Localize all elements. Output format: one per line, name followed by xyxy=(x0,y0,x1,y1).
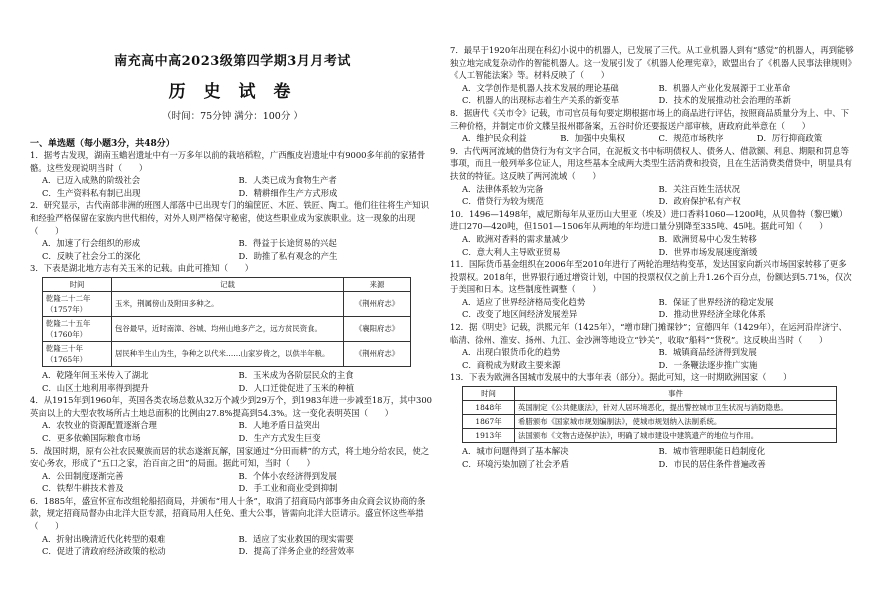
table-header: 来源 xyxy=(344,277,411,291)
right-questions xyxy=(450,44,855,470)
table-row xyxy=(43,341,411,366)
section-heading: 一、单选题（每小题3分，共48分） xyxy=(30,139,175,149)
question-stem: 9．古代两河流域的借贷行为有文字合同，在泥板文书中标明债权人、债务人、借款额、利息、期限和罚息等事项，而且一般列举多位证人，用这些基本全成两大类型生活消费和投资，且在生活消费类借贷中，明显具有扶贫的特征。这反映了两河流域（ ） xyxy=(450,145,852,181)
table-header: 时间 xyxy=(43,277,112,291)
option: C．促进了清政府经济政策的松动 xyxy=(42,546,166,557)
option: B．关注百姓生活状况 xyxy=(658,183,741,194)
option: D．政府保护私有产权 xyxy=(658,196,741,207)
table-cell: 《荆州府志》 xyxy=(344,341,411,366)
question-options xyxy=(450,296,855,321)
question-options xyxy=(450,82,855,107)
question-options xyxy=(450,346,855,371)
option: B．保证了世界经济的稳定发展 xyxy=(658,296,774,307)
option: A．适应了世界经济格局变化趋势 xyxy=(462,296,586,307)
option: B．玉米成为各阶层民众的主食 xyxy=(238,369,354,380)
option: A．文学创作是机器人技术发展的理论基础 xyxy=(462,82,619,93)
option: A．欧洲对香料的需求量减少 xyxy=(462,233,569,244)
option: C．更多依赖国际粮食市场 xyxy=(42,432,141,443)
question-options xyxy=(450,445,855,470)
option: B．城镇商品经济得到发展 xyxy=(658,347,757,358)
exam-title: 南充高中高2023级第四学期3月月考试 xyxy=(114,54,351,69)
option: D．一条鞭法逐步推广实施 xyxy=(658,359,758,370)
question-stem: 1．据考古发现，湖南玉蟾岩遗址中有一万多年以前的栽培稻粒，广西甑皮岩遗址中有9000多年前的家猪骨骼。这些发现说明当时（ ） xyxy=(30,150,426,173)
option: D．市民的居住条件普遍改善 xyxy=(658,458,766,469)
table-row xyxy=(463,401,837,415)
question-options xyxy=(450,183,855,208)
question-options xyxy=(30,369,435,394)
option: D．助推了私有观念的产生 xyxy=(238,250,338,261)
option: A．公田制度逐渐完善 xyxy=(42,470,124,481)
option: A．乾隆年间玉米传入了湖北 xyxy=(42,369,149,380)
question-options xyxy=(30,533,435,558)
table-cell: 乾隆二十二年（1757年） xyxy=(43,291,112,316)
table-row xyxy=(463,429,837,443)
question-stem: 3．下表是湖北地方志有关玉米的记载。由此可推知（ ） xyxy=(30,263,254,274)
table-header: 时间 xyxy=(463,387,515,401)
option: B．机器人产业化发展源于工业革命 xyxy=(658,82,791,93)
option: D．技术的发展推动社会治理的革新 xyxy=(658,95,791,106)
left-column xyxy=(30,0,435,558)
option: A．农牧业的资源配置逐渐合理 xyxy=(42,420,157,431)
question-table xyxy=(462,386,837,443)
option: C．铁犁牛耕技术普及 xyxy=(42,483,124,494)
option: B．人地矛盾日益突出 xyxy=(238,420,321,431)
table-cell: 英国制定《公共健康法》，针对人居环境恶化，提出警控城市卫生状况与消防隐患。 xyxy=(515,401,837,415)
table-row xyxy=(463,415,837,429)
option: C．规范市场秩序 xyxy=(658,133,724,144)
table-cell: 乾隆二十五年（1760年） xyxy=(43,316,112,341)
table-row xyxy=(43,291,411,316)
table-row xyxy=(43,316,411,341)
question-stem: 10．1496—1498年，威尼斯每年从亚历山大里亚（埃及）进口香料1060—1200吨，从贝鲁特（黎巴嫩）进口270—420吨，但1501—1506年从两地的年均进口量分别降至335吨、45吨。据此可知（ ） xyxy=(450,208,848,232)
option: A．已迈入成熟的阶级社会 xyxy=(42,175,141,186)
option: C．借贷行为较为规范 xyxy=(462,196,544,207)
question-stem: 7．最早于1920年出现在科幻小说中的机器人，已发展了三代。从工业机器人到有“感觉”的机器人，再到能够独立地完成复杂动作的智能机器人。这一发展引发了《机器人伦理宪章》，欧盟出台了《机器人民事法律规则》《人工智能法案》等。材料反映了（ ） xyxy=(450,45,854,81)
table-cell: 居民种半生山为生，争种之以代米……山家岁倚之，以供半年粮。 xyxy=(112,341,344,366)
question-options xyxy=(30,174,435,199)
option: A．法律体系较为完备 xyxy=(462,183,544,194)
option: A．加速了行会组织的形成 xyxy=(42,238,141,249)
option: C．山区土地利用率得到提升 xyxy=(42,382,149,393)
table-cell: 法国颁布《文物古迹保护法》，明确了城市建设中建筑遗产的地位与作用。 xyxy=(515,429,837,443)
question-stem: 4．从1915年到1960年，英国各类农场总数从32万个减少到29万个，到1983年进一步减至18万，其中300英亩以上的大型农牧场所占土地总面积的比例由27.8%提高到54.3%。这一变化表明英国（ ） xyxy=(30,395,432,418)
option: B．加强中央集权 xyxy=(560,133,626,144)
option: D．人口迁徙促进了玉米的种植 xyxy=(238,382,355,393)
table-cell: 1913年 xyxy=(463,429,515,443)
option: C．改变了地区间经济发展差异 xyxy=(462,309,578,320)
option: D．生产方式发生巨变 xyxy=(238,432,321,443)
question-stem: 2．研究显示，古代南部非洲的班图人部落中已出现专门的编筐匠、木匠、铁匠、陶工。他们往往将生产知识和经验严格保留在家族内世代相传，对外人则严格保守秘密，使这些职业成为家族职业。这一现象的出现（ ） xyxy=(30,200,429,236)
question-table xyxy=(42,277,411,367)
question-options xyxy=(450,132,855,145)
question-options xyxy=(450,233,855,258)
question-stem: 6．1885年，盛宣怀宣布改组轮船招商局，并颁布“用人十条”，取消了招商局内部事务由众商会议协商的条款，规定招商局督办由北洋大臣专派，招商局用人任免、重大公事，皆需向北洋大臣请示。盛宣怀这些举措（ ） xyxy=(30,495,426,532)
option: B．得益于长途贸易的兴起 xyxy=(238,238,337,249)
option: B．城市管理职能日趋制度化 xyxy=(658,446,766,457)
option: C．生产资料私有制已出现 xyxy=(42,187,141,198)
table-cell: 《荆州府志》 xyxy=(344,291,411,316)
option: C．反映了社会分工的深化 xyxy=(42,250,141,261)
table-cell: 玉米，荆属傍山及附田多种之。 xyxy=(112,291,344,316)
table-cell: 乾隆三十年（1765年） xyxy=(43,341,112,366)
option: D．推动世界经济全球化体系 xyxy=(658,309,766,320)
table-cell: 《襄阳府志》 xyxy=(344,316,411,341)
table-cell: 1867年 xyxy=(463,415,515,429)
option: D．提高了洋务企业的经营效率 xyxy=(238,546,355,557)
option: A．折射出晚清近代化转型的艰难 xyxy=(42,533,166,544)
table-cell: 希腊颁布《国家城市规划编制法》，使城市规划纳入法制系统。 xyxy=(515,415,837,429)
right-column xyxy=(450,44,855,470)
question-stem: 8．据唐代《关市令》记载，市司官员每旬要定期根据市场上的商品进行评估，按照商品质量分为上、中、下三种价格，并制定市价文牒呈报州郡备案，五谷时价还要报送户部审核，唐政府此举意在（ ） xyxy=(450,107,849,131)
question-stem: 12．据《明史》记载，洪熙元年（1425年），“增市肆门摊课钞”；宣德四年（1429年），在运河沿岸济宁、临清、徐州、淮安、扬州、九江、金沙洲等地设立“钞关”，收取“船料”“货税”。这反映出当时（ ） xyxy=(450,322,847,345)
question-stem: 13．下表为欧洲各国城市发展中的大事年表（部分）。据此可知，这一时期欧洲国家（ ） xyxy=(450,372,792,383)
option: C．商税成为财政主要来源 xyxy=(462,359,561,370)
option: A．维护民众利益 xyxy=(462,133,527,144)
option: A．出现白银货币化的趋势 xyxy=(462,347,561,358)
table-header: 记载 xyxy=(112,277,344,291)
option: B．人类已成为食物生产者 xyxy=(238,175,337,186)
exam-info: （时间：75分钟 满分：100分 ） xyxy=(162,111,303,122)
question-stem: 11．国际货币基金组织在2006年至2010年进行了两轮治理结构变革，发达国家向新兴市场国家转移了更多投票权。2018年，世界银行通过增资计划，中国的投票权仅之前上升1.26个百分点，份额达到5.71%，仅次于美国和日本。这些制度性调整（ ） xyxy=(450,259,852,295)
option: D．世界市场发展速度渐缓 xyxy=(658,246,758,257)
question-options xyxy=(30,237,435,262)
option: D．厉行抑商政策 xyxy=(756,133,823,144)
option: D．手工业和商业受到抑制 xyxy=(238,483,338,494)
option: C．意大利人主导欧亚贸易 xyxy=(462,246,561,257)
option: D．精耕细作生产方式形成 xyxy=(238,187,338,198)
table-cell: 包谷最早，近时南漳、谷城、均州山地多产之，远方贫民资食。 xyxy=(112,316,344,341)
option: B．欧洲贸易中心发生转移 xyxy=(658,233,757,244)
table-header: 事件 xyxy=(515,387,837,401)
option: B．个体小农经济得到发展 xyxy=(238,470,337,481)
option: C．环境污染加剧了社会矛盾 xyxy=(462,458,569,469)
question-options xyxy=(30,470,435,495)
left-questions xyxy=(30,149,435,558)
option: C．机器人的出现标志着生产关系的新变革 xyxy=(462,95,620,106)
option: A．城市问题得到了基本解决 xyxy=(462,446,569,457)
subject-title: 历 史 试 卷 xyxy=(168,82,297,102)
table-cell: 1848年 xyxy=(463,401,515,415)
option: B．适应了实业救国的现实需要 xyxy=(238,533,354,544)
question-stem: 5．战国时期，原有公社农民聚族而居的状态遂渐瓦解，国家通过“分田而耕”的方式，将土地分给农民，使之安心务农，形成了“五口之家，治百亩之田”的局面。据此可知，当时（ ） xyxy=(30,445,430,469)
question-options xyxy=(30,419,435,444)
